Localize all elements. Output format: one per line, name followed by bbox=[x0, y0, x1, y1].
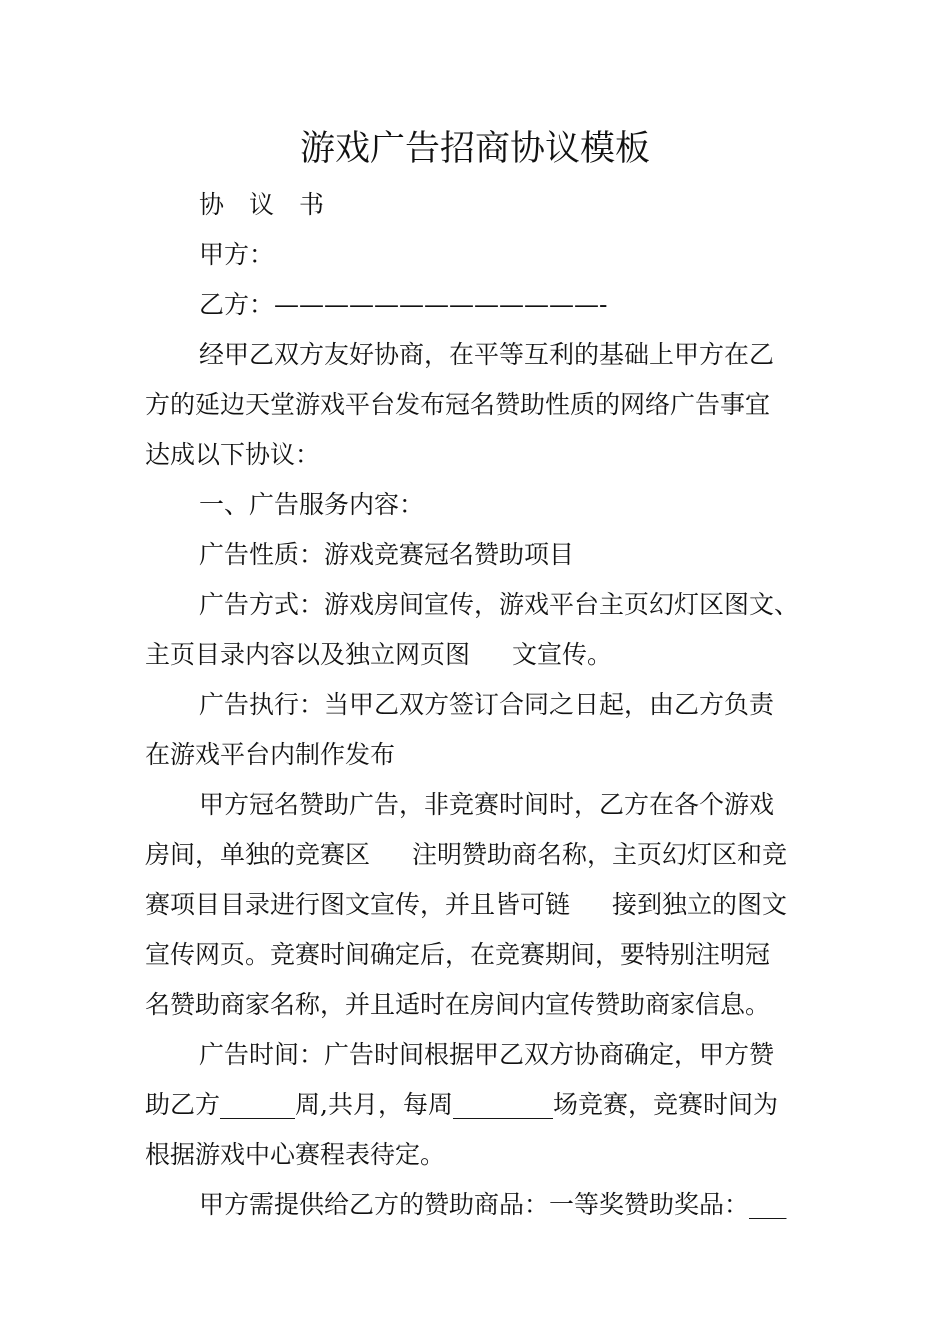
sponsor-ad-line bbox=[145, 880, 817, 930]
ad-method-paragraph bbox=[145, 580, 817, 680]
party-a-line: 甲方： bbox=[199, 240, 275, 269]
sponsor-ad-line: 甲方冠名赞助广告，非竞赛时间时，乙方在各个游戏 bbox=[199, 790, 775, 819]
intro-paragraph bbox=[145, 330, 817, 480]
ad-time-line: 广告时间：广告时间根据甲乙双方协商确定，甲方赞 bbox=[199, 1040, 775, 1069]
sponsor-ad-line: 名赞助商家名称，并且适时在房间内宣传赞助商家信息。 bbox=[145, 990, 771, 1019]
agreement-heading: 协 议 书 bbox=[199, 190, 325, 219]
intro-line: 方的延边天堂游戏平台发布冠名赞助性质的网络广告事宜 bbox=[145, 390, 771, 419]
sponsor-ad-text: 赛项目目录进行图文宣传，并且皆可链 bbox=[145, 890, 571, 919]
ad-method-line bbox=[145, 630, 817, 680]
document-body bbox=[145, 180, 817, 1230]
ad-method-line: 广告方式：游戏房间宣传，游戏平台主页幻灯区图文、 bbox=[199, 590, 800, 619]
ad-method-text: 主页目录内容以及独立网页图 bbox=[145, 640, 471, 669]
party-b-line: 乙方：—————————————- bbox=[199, 290, 608, 319]
ad-nature-line: 广告性质：游戏竞赛冠名赞助项目 bbox=[199, 540, 575, 569]
prizes-line: 甲方需提供给乙方的赞助商品：一等奖赞助奖品：___ bbox=[199, 1190, 787, 1219]
intro-line: 达成以下协议： bbox=[145, 440, 321, 469]
ad-time-paragraph bbox=[145, 1030, 817, 1180]
sponsor-ad-paragraph bbox=[145, 780, 817, 1030]
ad-execution-line: 在游戏平台内制作发布 bbox=[145, 740, 396, 769]
ad-execution-line: 广告执行：当甲乙双方签订合同之日起，由乙方负责 bbox=[199, 690, 775, 719]
ad-method-text: 文宣传。 bbox=[512, 640, 613, 669]
sponsor-ad-line bbox=[145, 830, 817, 880]
ad-time-line: 根据游戏中心赛程表待定。 bbox=[145, 1140, 446, 1169]
document-title: 游戏广告招商协议模板 bbox=[299, 129, 650, 169]
ad-execution-paragraph bbox=[145, 680, 817, 780]
sponsor-ad-line: 宣传网页。竞赛时间确定后，在竞赛期间，要特别注明冠 bbox=[145, 940, 771, 969]
intro-line: 经甲乙双方友好协商，在平等互利的基础上甲方在乙 bbox=[199, 340, 775, 369]
sponsor-ad-text: 接到独立的图文 bbox=[612, 890, 788, 919]
section-heading-1: 一、广告服务内容： bbox=[199, 490, 425, 519]
sponsor-ad-text: 房间，单独的竞赛区 bbox=[145, 840, 371, 869]
sponsor-ad-text: 注明赞助商名称，主页幻灯区和竞 bbox=[412, 840, 788, 869]
ad-time-line: 助乙方______周,共月，每周________场竞赛，竞赛时间为 bbox=[145, 1090, 778, 1119]
